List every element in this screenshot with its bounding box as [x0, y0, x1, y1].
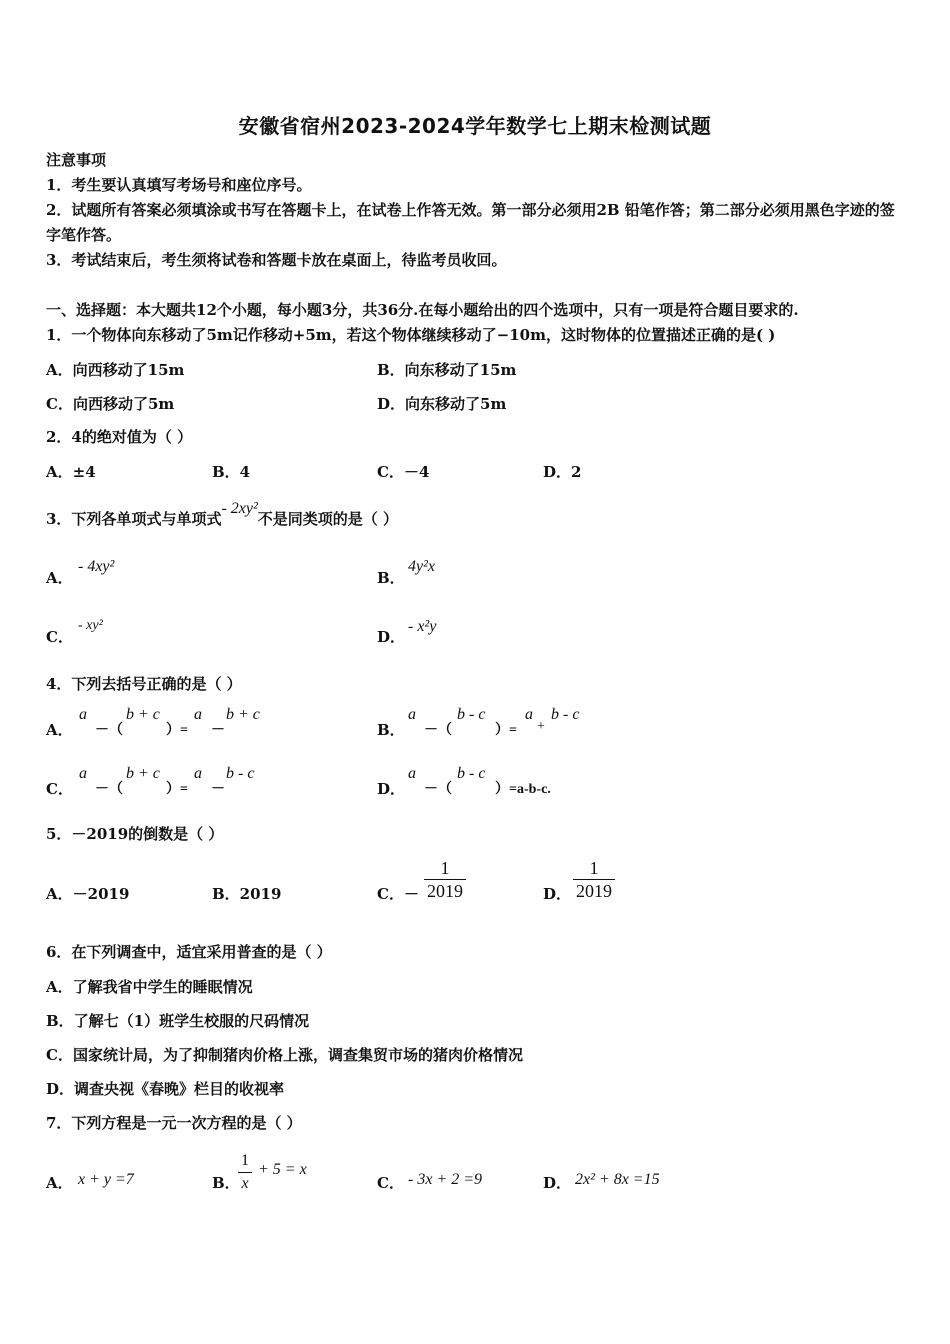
- q5-c-numerator: 1: [440, 858, 450, 878]
- q3-stem: [46, 500, 399, 531]
- q6-option-a[interactable]: A．了解我省中学生的睡眠情况: [46, 978, 253, 996]
- q3-option-a-math: - 4xy²: [78, 558, 115, 575]
- q7-option-d-label[interactable]: D．: [543, 1174, 572, 1192]
- q6-stem: 6．在下列调查中，适宜采用普查的是（ ）: [46, 943, 332, 961]
- section-heading: 一、选择题：本大题共12个小题，每小题3分，共36分.在每小题给出的四个选项中，只有一项是符合题目要求的.: [46, 301, 799, 319]
- q5-d-numerator: 1: [589, 858, 599, 878]
- q4-option-d-label[interactable]: D．: [377, 780, 406, 798]
- q2-option-d[interactable]: D．2: [543, 463, 582, 481]
- q3-option-b-label[interactable]: B．: [377, 569, 405, 587]
- page-title: 安徽省宿州2023-2024学年数学七上期末检测试题: [238, 114, 712, 138]
- q4-option-b-expr: a －（ b - c ）= a + b - c: [408, 706, 580, 738]
- q7-option-b-math: + 5 = x: [258, 1161, 307, 1178]
- q7-option-d-math: 2x² + 8x =15: [575, 1171, 660, 1188]
- q3-option-c-math: - xy²: [78, 618, 103, 633]
- q2-stem: 2．4的绝对值为（ ）: [46, 428, 193, 446]
- q7-option-a-math: x + y =7: [78, 1171, 134, 1188]
- q4-option-a-expr: a －（ b + c ）= a － b + c: [79, 706, 260, 738]
- q1-option-a[interactable]: A．向西移动了15m: [46, 361, 185, 379]
- q5-stem: 5．－2019的倒数是（ ）: [46, 825, 224, 843]
- q7-b-denominator: x: [238, 1172, 252, 1195]
- q2-option-b[interactable]: B．4: [212, 463, 251, 481]
- q3-stem-math: - 2xy²: [221, 500, 258, 517]
- q1-option-d[interactable]: D．向东移动了5m: [377, 395, 507, 413]
- q5-option-b[interactable]: B．2019: [212, 885, 282, 903]
- notice-item-1: 1．考生要认真填写考场号和座位序号。: [46, 176, 312, 194]
- q3-option-d-math: - x²y: [408, 618, 437, 635]
- q4-option-c-expr: a －（ b + c ）= a － b - c: [79, 765, 255, 797]
- q2-option-a[interactable]: A．±4: [46, 463, 96, 481]
- q1-option-b[interactable]: B．向东移动了15m: [377, 361, 517, 379]
- q7-option-b-fraction: [238, 1150, 252, 1195]
- q7-option-c-label[interactable]: C．: [377, 1174, 404, 1192]
- q5-d-denominator: 2019: [573, 879, 615, 902]
- q4-stem: 4．下列去括号正确的是（ ）: [46, 675, 242, 693]
- q3-option-a-label[interactable]: A．: [46, 569, 73, 587]
- q6-option-b[interactable]: B．了解七（1）班学生校服的尺码情况: [46, 1012, 310, 1030]
- q7-stem: 7．下列方程是一元一次方程的是（ ）: [46, 1114, 302, 1132]
- q1-stem: 1．一个物体向东移动了5m记作移动+5m，若这个物体继续移动了−10m，这时物体的位置描述正确的是( ): [46, 326, 776, 344]
- q5-option-d-label[interactable]: D．: [543, 885, 572, 903]
- q7-option-c-math: - 3x + 2 =9: [408, 1171, 483, 1188]
- q4-option-d-tail: ）=a-b-c.: [495, 782, 551, 797]
- q3-option-d-label[interactable]: D．: [377, 628, 406, 646]
- q5-option-c-fraction: [424, 857, 466, 902]
- q2-option-c[interactable]: C．－4: [377, 463, 430, 481]
- q3-option-c-label[interactable]: C．: [46, 628, 73, 646]
- notice-item-3: 3．考试结束后，考生须将试卷和答题卡放在桌面上，待监考员收回。: [46, 251, 507, 269]
- q4-option-b-label[interactable]: B．: [377, 721, 405, 739]
- q1-option-c[interactable]: C．向西移动了5m: [46, 395, 175, 413]
- q7-b-numerator: 1: [241, 1152, 249, 1169]
- notice-heading: 注意事项: [46, 151, 107, 169]
- notice-item-2: 2．试题所有答案必须填涂或书写在答题卡上，在试卷上作答无效。第一部分必须用2B 铅笔作答；第二部分必须用黑色字迹的签字笔作答。: [46, 201, 895, 244]
- q3-stem-post: 不是同类项的是（ ）: [257, 510, 399, 528]
- q6-option-c[interactable]: C．国家统计局，为了抑制猪肉价格上涨，调查集贸市场的猪肉价格情况: [46, 1046, 523, 1064]
- q5-option-a[interactable]: A．－2019: [46, 885, 130, 903]
- q4-option-c-label[interactable]: C．: [46, 780, 73, 798]
- q5-c-denominator: 2019: [424, 879, 466, 902]
- q7-option-b-label[interactable]: B．: [212, 1174, 240, 1192]
- q3-option-b-math: 4y²x: [408, 558, 435, 575]
- q5-option-d-fraction: [573, 857, 615, 902]
- q4-option-d-expr: a －（ b - c ）=a-b-c.: [408, 765, 551, 797]
- q3-stem-pre: 3．下列各单项式与单项式: [46, 510, 222, 528]
- q5-option-c-label[interactable]: C．－: [377, 885, 419, 903]
- q6-option-d[interactable]: D．调查央视《春晚》栏目的收视率: [46, 1080, 285, 1098]
- q4-option-a-label[interactable]: A．: [46, 721, 73, 739]
- q7-option-a-label[interactable]: A．: [46, 1174, 73, 1192]
